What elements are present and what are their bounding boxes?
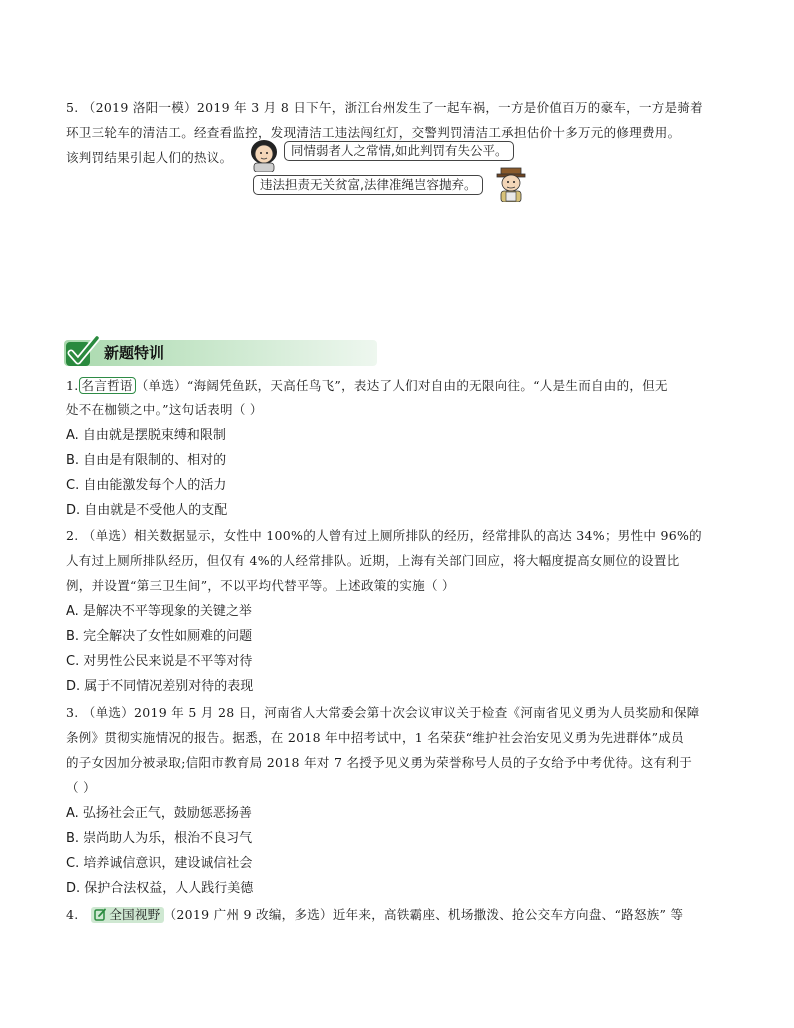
q2-option-d: D. 属于不同情况差别对待的表现 <box>66 679 254 694</box>
man-figure-icon <box>492 166 530 202</box>
q1-text-line-2: 处不在枷锁之中。”这句话表明（ ） <box>66 402 263 417</box>
q2-text-line-2: 人有过上厕所排队经历，但仅有 4%的人经常排队。近期，上海有关部门回应，将大幅度提高女厕位的设置比 <box>66 553 680 568</box>
q4-text-line-1 <box>66 907 683 923</box>
q3-option-d: D. 保护合法权益，人人践行美德 <box>66 881 254 896</box>
q1-option-d: D. 自由就是不受他人的支配 <box>66 503 228 518</box>
tag-famous-quotes: 名言哲语 <box>79 377 136 394</box>
q3-option-a: A. 弘扬社会正气，鼓励惩恶扬善 <box>66 806 252 821</box>
tag-national-view-label: 全国视野 <box>109 907 161 922</box>
q3-text-line-2: 条例》贯彻实施情况的报告。据悉，在 2018 年中招考试中，1 名荣获“维护社会治安见义勇为先进群体”成员 <box>66 730 684 745</box>
q2-text-line-3: 例，并设置“第三卫生间”，不以平均代替平等。上述政策的实施（ ） <box>66 578 455 593</box>
q1-option-b: B. 自由是有限制的、相对的 <box>66 453 227 468</box>
q1-number: 1. <box>66 378 79 393</box>
q1-option-a: A. 自由就是摆脱束缚和限制 <box>66 428 226 443</box>
q3-text-line-3: 的子女因加分被录取;信阳市教育局 2018 年对 7 名授予见义勇为荣誉称号人员的子女给予中考优待。这有利于 <box>66 755 693 770</box>
tag-national-view <box>91 907 163 923</box>
q5-text-line-2: 环卫三轮车的清洁工。经查看监控，发现清洁工违法闯红灯，交警判罚清洁工承担估价十多万元的修理费用。 <box>66 125 681 140</box>
q1-option-c: C. 自由能激发每个人的活力 <box>66 478 227 493</box>
q3-text-line-4: （ ） <box>66 780 96 795</box>
q1-text-line-1 <box>66 377 668 394</box>
q5-text-line-1: 5. （2019 洛阳一模）2019 年 3 月 8 日下午，浙江台州发生了一起车祸，一方是价值百万的豪车，一方是骑着 <box>66 100 703 115</box>
q4-stem-part-1: （2019 广州 9 改编，多选）近年来，高铁霸座、机场撒泼、抢公交车方向盘、“路怒族” 等 <box>163 907 684 922</box>
speech-bubble-law: 违法担责无关贫富,法律准绳岂容抛弃。 <box>253 175 483 195</box>
q3-text-line-1: 3. （单选）2019 年 5 月 28 日，河南省人大常委会第十次会议审议关于检查《河南省见义勇为人员奖励和保障 <box>66 705 700 720</box>
q2-option-a: A. 是解决不平等现象的关键之举 <box>66 604 252 619</box>
q3-option-b: B. 崇尚助人为乐，根治不良习气 <box>66 831 253 846</box>
q5-text-line-3: 该判罚结果引起人们的热议。 <box>66 150 233 165</box>
q2-option-b: B. 完全解决了女性如厕难的问题 <box>66 629 253 644</box>
edit-note-icon <box>94 908 107 921</box>
q2-text-line-1: 2. （单选）相关数据显示，女性中 100%的人曾有过上厕所排队的经历，经常排队的高达 34%；男性中 96%的 <box>66 528 702 543</box>
checkmark-icon <box>64 334 100 368</box>
q4-number: 4. <box>66 907 79 922</box>
q3-option-c: C. 培养诚信意识，建设诚信社会 <box>66 856 253 871</box>
q2-option-c: C. 对男性公民来说是不平等对待 <box>66 654 253 669</box>
section-title: 新题特训 <box>104 344 165 362</box>
speech-bubble-sympathy: 同情弱者人之常情,如此判罚有失公平。 <box>284 141 514 161</box>
q1-stem-part-1: （单选）“海阔凭鱼跃，天高任鸟飞”，表达了人们对自由的无限向往。“人是生而自由的，但无 <box>135 378 668 393</box>
woman-figure-icon <box>246 138 282 172</box>
